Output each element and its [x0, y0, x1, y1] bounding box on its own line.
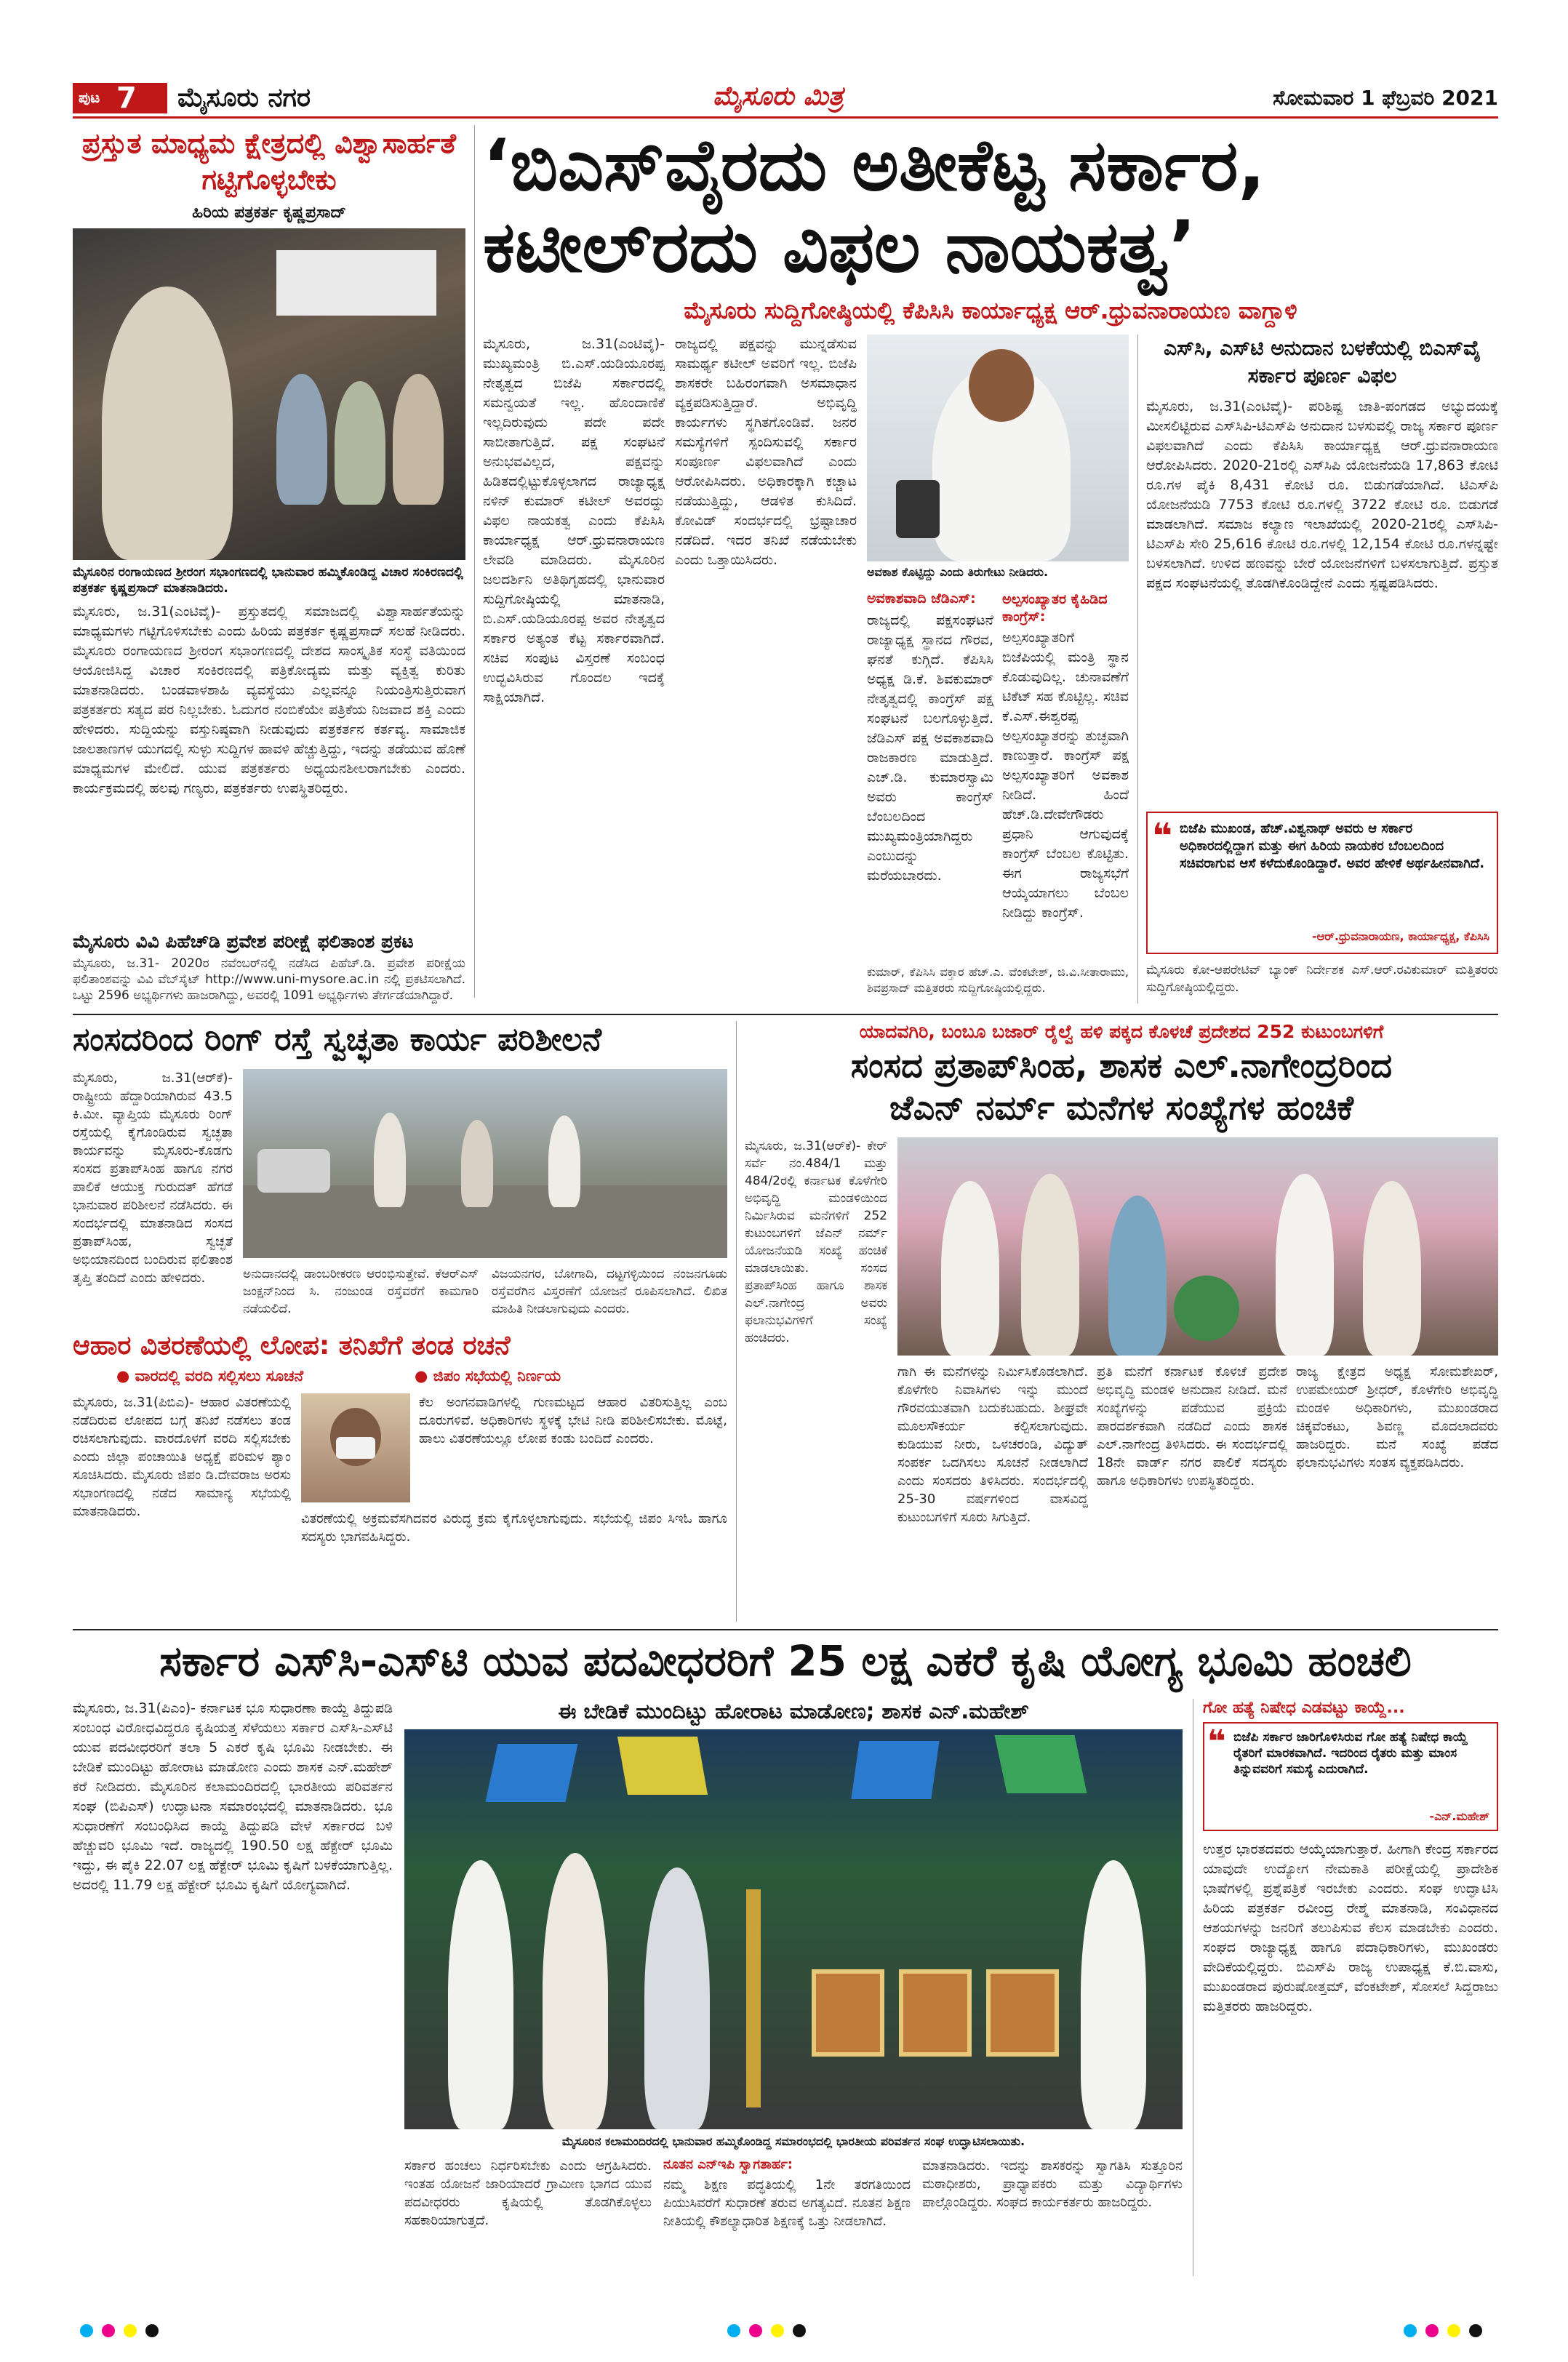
- ringroad-col-b1: ಅನುದಾನದಲ್ಲಿ ಡಾಂಬರೀಕರಣ ಆರಂಭಿಸುತ್ತೇವೆ. ಕೆಆರ್‌ಎಸ್ ಜಂಕ್ಷನ್‌ನಿಂದ ಸಿ. ನಂಜುಂಡ ರಸ್ತೆವರೆಗೆ ಕಾಮಗಾರಿ ನಡೆಯಲಿದೆ.: [243, 1267, 479, 1316]
- lead-col3: ರಾಜ್ಯದಲ್ಲಿ ಪಕ್ಷಸಂಘಟನೆ ರಾಜ್ಯಾಧ್ಯಕ್ಷ ಸ್ಥಾನದ ಗೌರವ, ಘನತೆ ಕುಗ್ಗಿದೆ. ಕೆಪಿಸಿಸಿ ಅಧ್ಯಕ್ಷ ಡಿ.ಕೆ. ಶಿವಕುಮಾರ್ ನೇತೃತ್ವದಲ್ಲಿ ಕಾಂಗ್ರೆಸ್ ಪಕ್ಷ ಸಂಘಟನೆ ಬಲಗೊಳ್ಳುತ್ತಿದೆ. ಜೆಡಿಎಸ್ ಪಕ್ಷ ಅವಕಾಶವಾದಿ ರಾಜಕಾರಣ ಮಾಡುತ್ತಿದೆ. ಎಚ್.ಡಿ. ಕುಮಾರಸ್ವಾಮಿ ಅವರು ಕಾಂಗ್ರೆಸ್ ಬೆಂಬಲದಿಂದ ಮುಖ್ಯಮಂತ್ರಿಯಾಗಿದ್ದರು ಎಂಬುದನ್ನು ಮರೆಯಬಾರದು.: [867, 612, 993, 884]
- houses-photo: [897, 1137, 1498, 1356]
- lead-subhead: ಮೈಸೂರು ಸುದ್ದಿಗೋಷ್ಠಿಯಲ್ಲಿ ಕೆಪಿಸಿಸಿ ಕಾರ್ಯಾಧ್ಯಕ್ಷ ಆರ್.ಧ್ರುವನಾರಾಯಣ ವಾಗ್ದಾಳಿ: [684, 297, 1297, 324]
- land-bottom2: ನಮ್ಮ ಶಿಕ್ಷಣ ಪದ್ಧತಿಯಲ್ಲಿ 1ನೇ ತರಗತಿಯಿಂದ ಪಿಯುಸಿವರೆಗೆ ಸುಧಾರಣೆ ತರುವ ಅಗತ್ಯವಿದೆ. ನೂತನ ಶಿಕ್ಷಣ ನೀತಿಯಲ್ಲಿ ಕೌಶಲ್ಯಾಧಾರಿತ ಶಿಕ್ಷಣಕ್ಕೆ ಒತ್ತು ನೀಡಲಾಗಿದೆ.: [663, 2177, 911, 2229]
- land-headline: ಸರ್ಕಾರ ಎಸ್‌ಸಿ-ಎಸ್‌ಟಿ ಯುವ ಪದವೀಧರರಿಗೆ 25 ಲಕ್ಷ ಎಕರೆ ಕೃಷಿ ಯೋಗ್ಯ ಭೂಮಿ ಹಂಚಲಿ: [159, 1636, 1412, 1686]
- cyan-dot: [80, 2324, 93, 2337]
- person-figure: [1021, 1174, 1079, 1356]
- magenta-dot: [749, 2324, 762, 2337]
- lead-col2: ರಾಜ್ಯದಲ್ಲಿ ಪಕ್ಷವನ್ನು ಮುನ್ನಡೆಸುವ ಸಾಮರ್ಥ್ಯ ಕಟೀಲ್ ಅವರಿಗೆ ಇಲ್ಲ. ಬಿಜೆಪಿ ಶಾಸಕರೇ ಬಹಿರಂಗವಾಗಿ ಅಸಮಾಧಾನ ವ್ಯಕ್ತಪಡಿಸುತ್ತಿದ್ದಾರೆ. ಅಭಿವೃದ್ಧಿ ಕಾರ್ಯಗಳು ಸ್ಥಗಿತಗೊಂಡಿವೆ. ಜನರ ಸಮಸ್ಯೆಗಳಿಗೆ ಸ್ಪಂದಿಸುವಲ್ಲಿ ಸರ್ಕಾರ ಸಂಪೂರ್ಣ ವಿಫಲವಾಗಿದೆ ಎಂದು ಆರೋಪಿಸಿದರು. ಅಧಿಕಾರಕ್ಕಾಗಿ ಕಚ್ಚಾಟ ನಡೆಯುತ್ತಿದ್ದು, ಆಡಳಿತ ಕುಸಿದಿದೆ. ಕೋವಿಡ್ ಸಂದರ್ಭದಲ್ಲಿ ಭ್ರಷ್ಟಾಚಾರ ನಡೆದಿದೆ. ಇದರ ತನಿಖೆ ನಡೆಯಬೇಕು ಎಂದು ಒತ್ತಾಯಿಸಿದರು.: [675, 336, 857, 568]
- houses-headline-2: ಜೆಎನ್ ನರ್ಮ್ ಮನೆಗಳ ಸಂಖ್ಯೆಗಳ ಹಂಚಿಕೆ: [889, 1088, 1353, 1127]
- banner: [276, 250, 436, 316]
- section-rule: [73, 1014, 1498, 1015]
- lamp: [746, 1889, 761, 2107]
- paper-name: ಮೈಸೂರು ಮಿತ್ರ: [713, 81, 844, 111]
- dignitary-figure: [543, 1853, 608, 2129]
- story2: [73, 931, 465, 1004]
- ration-body3: ವಿತರಣೆಯಲ್ಲಿ ಅಕ್ರಮವೆಸಗಿದವರ ವಿರುದ್ಧ ಕ್ರಮ ಕೈಗೊಳ್ಳಲಾಗುವುದು. ಸಭೆಯಲ್ಲಿ ಜಿಪಂ ಸಿಇಓ ಹಾಗೂ ಸದಸ್ಯರು ಭಾಗವಹಿಸಿದ್ದರು.: [301, 1511, 727, 1545]
- ration-sub2: ● ಜಿಪಂ ಸಭೆಯಲ್ಲಿ ನಿರ್ಣಯ: [415, 1367, 561, 1385]
- ration-photo: [301, 1393, 410, 1502]
- portrait-frame: [899, 1969, 972, 2057]
- land-quote-box: [1203, 1722, 1498, 1831]
- ringroad-photo: [243, 1069, 727, 1258]
- person-figure: [941, 1181, 999, 1356]
- story2-body: ಮೈಸೂರು, ಜ.31- 2020ರ ನವೆಂಬರ್‌ನಲ್ಲಿ ನಡೆಸಿದ ಪಿಹೆಚ್.ಡಿ. ಪ್ರವೇಶ ಪರೀಕ್ಷೆಯ ಫಲಿತಾಂಶವನ್ನು ವಿವಿ ವೆಬ್‌ಸೈಟ್ http://www.uni-mysore.ac.in ನಲ್ಲಿ ಪ್ರಕಟಿಸಲಾಗಿದೆ. ಒಟ್ಟು 2596 ಅಭ್ಯರ್ಥಿಗಳು ಹಾಜರಾಗಿದ್ದು, ಅವರಲ್ಲಿ 1091 ಅಭ್ಯರ್ಥಿಗಳು ತೇರ್ಗಡೆಯಾಗಿದ್ದಾರೆ.: [73, 956, 465, 1003]
- land-bottom3: ಮಾತನಾಡಿದರು. ಇದನ್ನು ಶಾಸಕರನ್ನು ಸ್ವಾಗತಿಸಿ ಸುತ್ತೂರಿನ ಮಠಾಧೀಶರು, ಪ್ರಾಧ್ಯಾಪಕರು ಮತ್ತು ವಿದ್ಯಾರ್ಥಿಗಳು ಪಾಲ್ಗೊಂಡಿದ್ದರು. ಸಂಘದ ಕಾರ್ಯಕರ್ತರು ಹಾಜರಿದ್ದರು.: [922, 2158, 1183, 2210]
- black-dot: [1469, 2324, 1482, 2337]
- registration-marks-right: [1404, 2324, 1498, 2339]
- flag: [851, 1741, 939, 1799]
- lead-headline-2: ಕಟೀಲ್‌ರದು ವಿಫಲ ನಾಯಕತ್ವ’: [483, 206, 1196, 289]
- ration-story: [73, 1331, 727, 1622]
- lead-caption: ಅವಕಾಶ ಕೊಟ್ಟಿದ್ದು ಎಂದು ತಿರುಗೇಟು ನೀಡಿದರು.: [867, 565, 1049, 579]
- audience-figure: [393, 374, 444, 505]
- land-story: [73, 1636, 1498, 2276]
- ringroad-story: [73, 1021, 727, 1326]
- section-rule: [73, 1629, 1498, 1630]
- story2-headline: ಮೈಸೂರು ವಿವಿ ಪಿಹೆಚ್‌ಡಿ ಪ್ರವೇಶ ಪರೀಕ್ಷೆ ಫಲಿತಾಂಶ ಪ್ರಕಟ: [73, 931, 414, 952]
- scst-body: ಮೈಸೂರು, ಜ.31(ಎಂಟಿವೈ)- ಪರಿಶಿಷ್ಟ ಜಾತಿ-ಪಂಗಡದ ಅಭ್ಯುದಯಕ್ಕೆ ಮೀಸಲಿಟ್ಟಿರುವ ಎಸ್‌ಸಿಪಿ-ಟಿಎಸ್‌ಪಿ ಅನುದಾನ ಬಳಸುವಲ್ಲಿ ರಾಜ್ಯ ಸರ್ಕಾರ ಪೂರ್ಣ ವಿಫಲವಾಗಿದೆ ಎಂದು ಕೆಪಿಸಿಸಿ ಕಾರ್ಯಾಧ್ಯಕ್ಷ ಆರ್.ಧ್ರುವನಾರಾಯಣ ಆರೋಪಿಸಿದರು. 2020-21ರಲ್ಲಿ ಎಸ್‌ಸಿಪಿ ಯೋಜನೆಯಡಿ 17,863 ಕೋಟಿ ರೂ.ಗಳ ಪೈಕಿ 8,431 ಕೋಟಿ ರೂ. ಬಿಡುಗಡೆಯಾಗಿದೆ. ಟಿಎಸ್‌ಪಿ ಯೋಜನೆಯಡಿ 7753 ಕೋಟಿ ರೂ.ಗಳಲ್ಲಿ 3722 ಕೋಟಿ ರೂ. ಬಿಡುಗಡೆ ಮಾಡಲಾಗಿದೆ. ಸಮಾಜ ಕಲ್ಯಾಣ ಇಲಾಖೆಯಲ್ಲಿ 2020-21ರಲ್ಲಿ ಎಸ್‌ಸಿಪಿ-ಟಿಎಸ್‌ಪಿ ಸೇರಿ 25,616 ಕೋಟಿ ರೂ.ಗಳಲ್ಲಿ 12,154 ಕೋಟಿ ರೂ.ಗಳನ್ನಷ್ಟೇ ಬಳಸಲಾಗಿದೆ. ಉಳಿದ ಹಣವನ್ನು ಬೇರೆ ಯೋಜನೆಗಳಿಗೆ ಬಳಸಲಾಗುತ್ತಿದೆ. ಪ್ರಸ್ತುತ ಪಕ್ಷದ ಸಂಘಟನೆಯಲ್ಲಿ ತೊಡಗಿಕೊಂಡಿದ್ದೇನೆ ಎಂದು ಸ್ಪಷ್ಟಪಡಿಸಿದರು.: [1146, 399, 1498, 591]
- person-figure: [461, 1120, 493, 1207]
- person-figure: [374, 1113, 406, 1207]
- registration-marks-center: [727, 2324, 873, 2339]
- person-figure: [1363, 1181, 1421, 1356]
- registration-marks-left: [80, 2324, 225, 2339]
- black-dot: [793, 2324, 806, 2337]
- cyan-dot: [1404, 2324, 1417, 2337]
- microphone: [896, 480, 940, 538]
- houses-body-c: ರಾಜ್ಯ ಕ್ಷೇತ್ರದ ಅಧ್ಯಕ್ಷ ಸೋಮಶೇಖರ್, ಉಪಮೇಯರ್ ಶ್ರೀಧರ್, ಕೊಳೆಗೇರಿ ಅಭಿವೃದ್ಧಿ ಮಂಡಳಿ ಅಧಿಕಾರಿಗಳು, ಮುಖಂಡರಾದ ಚಿಕ್ಕವೆಂಕಟು, ಶಿವಣ್ಣ ಮೊದಲಾದವರು ಹಾಜರಿದ್ದರು. ಮನೆ ಸಂಖ್ಯೆ ಪಡೆದ ಫಲಾನುಭವಿಗಳು ಸಂತಸ ವ್ಯಕ್ತಪಡಿಸಿದರು.: [1296, 1364, 1498, 1470]
- portrait-frame: [986, 1969, 1059, 2057]
- page-number: 7: [116, 81, 137, 115]
- mask: [336, 1437, 375, 1459]
- minority-subhead: ಅಲ್ಪಸಂಖ್ಯಾತರ ಕೈಹಿಡಿದ ಕಾಂಗ್ರೆಸ್:: [1002, 591, 1108, 625]
- pot: [1174, 1276, 1239, 1341]
- scst-headline: ಎಸ್‌ಸಿ, ಎಸ್‌ಟಿ ಅನುದಾನ ಬಳಕೆಯಲ್ಲಿ ಬಿಎಸ್‌ವೈ ಸರ್ಕಾರ ಪೂರ್ಣ ವಿಫಲ: [1164, 336, 1481, 388]
- masthead-rule: [73, 116, 1498, 119]
- column-rule: [474, 125, 475, 998]
- person-figure: [548, 1116, 580, 1207]
- masthead: [73, 81, 1498, 115]
- land-quote-source: -ಎನ್.ಮಹೇಶ್: [1429, 1809, 1489, 1823]
- yellow-dot: [1447, 2324, 1460, 2337]
- audience-figure: [276, 374, 327, 505]
- quote-mark: ❝: [1207, 1724, 1226, 1761]
- ringroad-col-b2: ವಿಜಯನಗರ, ಬೋಗಾದಿ, ದಟ್ಟಗಳ್ಳಿಯಿಂದ ನಂಜನಗೂಡು ರಸ್ತೆವರೆಗಿನ ವಿಸ್ತರಣೆಗೆ ಯೋಜನೆ ರೂಪಿಸಲಾಗಿದೆ. ಲಿಖಿತ ಮಾಹಿತಿ ನೀಡಲಾಗುವುದು ಎಂದರು.: [492, 1267, 727, 1316]
- audience-figure: [335, 381, 385, 505]
- story1-caption: ಮೈಸೂರಿನ ರಂಗಾಯಣದ ಶ್ರೀರಂಗ ಸಭಾಂಗಣದಲ್ಲಿ ಭಾನುವಾರ ಹಮ್ಮಿಕೊಂಡಿದ್ದ ವಿಚಾರ ಸಂಕಿರಣದಲ್ಲಿ ಪತ್ರಕರ್ತ ಕೃಷ್ಣಪ್ರಸಾದ್ ಮಾತನಾಡಿದರು.: [73, 565, 463, 596]
- houses-story: [745, 1021, 1498, 1622]
- leader-face: [969, 349, 1034, 422]
- flag: [485, 1744, 577, 1802]
- lead-photo: [867, 335, 1129, 561]
- magenta-dot: [1425, 2324, 1439, 2337]
- dignitary-figure: [448, 1860, 513, 2129]
- houses-headline-1: ಸಂಸದ ಪ್ರತಾಪ್‌ಸಿಂಹ, ಶಾಸಕ ಎಲ್.ನಾಗೇಂದ್ರರಿಂದ: [850, 1046, 1393, 1085]
- land-quote: ಬಿಜೆಪಿ ಸರ್ಕಾರ ಜಾರಿಗೊಳಿಸಿರುವ ಗೋ ಹತ್ಯೆ ನಿಷೇಧ ಕಾಯ್ದೆ ರೈತರಿಗೆ ಮಾರಕವಾಗಿದೆ. ಇದರಿಂದ ರೈತರು ಮತ್ತು ಮಾಂಸ ತಿನ್ನುವವರಿಗೆ ಸಮಸ್ಯೆ ಎದುರಾಗಿದೆ.: [1233, 1730, 1468, 1777]
- ringroad-headline: ಸಂಸದರಿಂದ ರಿಂಗ್ ರಸ್ತೆ ಸ್ವಚ್ಛತಾ ಕಾರ್ಯ ಪರಿಶೀಲನೆ: [73, 1021, 602, 1058]
- lead-footer-text: ಕುಮಾರ್, ಕೆಪಿಸಿಸಿ ವಕ್ತಾರ ಹೆಚ್.ಎ. ವೆಂಕಟೇಶ್, ಜಿ.ವಿ.ಸೀತಾರಾಮು, ಶಿವಪ್ರಸಾದ್ ಮತ್ತಿತರರು ಸುದ್ದಿಗೋಷ್ಠಿಯಲ್ಲಿದ್ದರು.: [867, 965, 1129, 995]
- lead-col1: ಮೈಸೂರು, ಜ.31(ಎಂಟಿವೈ)- ಮುಖ್ಯಮಂತ್ರಿ ಬಿ.ಎಸ್.ಯಡಿಯೂರಪ್ಪ ನೇತೃತ್ವದ ಬಿಜೆಪಿ ಸರ್ಕಾರದಲ್ಲಿ ಸಮನ್ವಯತೆ ಇಲ್ಲ. ಹೊಂದಾಣಿಕೆ ಇಲ್ಲದಿರುವುದು ಪದೇ ಪದೇ ಸಾಬೀತಾಗುತ್ತಿದೆ. ಪಕ್ಷ ಸಂಘಟನೆ ಅನುಭವವಿಲ್ಲದ, ಪಕ್ಷವನ್ನು ಹಿಡಿತದಲ್ಲಿಟ್ಟುಕೊಳ್ಳಲಾಗದ ರಾಜ್ಯಾಧ್ಯಕ್ಷ ನಳಿನ್ ಕುಮಾರ್ ಕಟೀಲ್ ಅವರದ್ದು ವಿಫಲ ನಾಯಕತ್ವ ಎಂದು ಕೆಪಿಸಿಸಿ ಕಾರ್ಯಾಧ್ಯಕ್ಷ ಆರ್.ಧ್ರುವನಾರಾಯಣ ಲೇವಡಿ ಮಾಡಿದರು. ಮೈಸೂರಿನ ಜಲದರ್ಶಿನಿ ಅತಿಥಿಗೃಹದಲ್ಲಿ ಭಾನುವಾರ ಸುದ್ದಿಗೋಷ್ಠಿಯಲ್ಲಿ ಮಾತನಾಡಿ, ಬಿ.ಎಸ್.ಯಡಿಯೂರಪ್ಪ ಅವರ ನೇತೃತ್ವದ ಸರ್ಕಾರ ಅತ್ಯಂತ ಕೆಟ್ಟ ಸರ್ಕಾರವಾಗಿದೆ. ಸಚಿವ ಸಂಪುಟ ವಿಸ್ತರಣೆ ಸಂಬಂಧ ಉದ್ಭವಿಸಿರುವ ಗೊಂದಲ ಇದಕ್ಕೆ ಸಾಕ್ಷಿಯಾಗಿದೆ.: [483, 336, 665, 705]
- scst-quote-box: [1146, 812, 1498, 954]
- dignitary-figure: [644, 1867, 710, 2129]
- land-subhead: ಈ ಬೇಡಿಕೆ ಮುಂದಿಟ್ಟು ಹೋರಾಟ ಮಾಡೋಣ; ಶಾಸಕ ಎನ್.ಮಹೇಶ್: [558, 1699, 1029, 1724]
- land-quote-head: ಗೋ ಹತ್ಯೆ ನಿಷೇಧ ಎಡವಟ್ಟು ಕಾಯ್ದೆ...: [1203, 1699, 1405, 1717]
- story1-photo: [73, 228, 465, 560]
- scst-quote: ಬಿಜೆಪಿ ಮುಖಂಡ, ಹೆಚ್.ವಿಶ್ವನಾಥ್ ಅವರು ಆ ಸರ್ಕಾರ ಅಧಿಕಾರದಲ್ಲಿದ್ದಾಗ ಮತ್ತು ಈಗ ಹಿರಿಯ ನಾಯಕರ ಬೆಂಬಲದಿಂದ ಸಚಿವರಾಗುವ ಆಸೆ ಕಳೆದುಕೊಂಡಿದ್ದಾರೆ. ಅವರ ಹೇಳಿಕೆ ಅರ್ಥಹೀನವಾಗಿದೆ.: [1180, 821, 1485, 871]
- story1-headline: ಪ್ರಸ್ತುತ ಮಾಧ್ಯಮ ಕ್ಷೇತ್ರದಲ್ಲಿ ವಿಶ್ವಾಸಾರ್ಹತೆ ಗಟ್ಟಿಗೊಳ್ಳಬೇಕು: [81, 127, 457, 196]
- portrait-frame: [812, 1969, 884, 2057]
- land-photo: [404, 1729, 1183, 2129]
- vehicle: [257, 1149, 330, 1193]
- flag: [994, 1735, 1087, 1793]
- ration-sub1: ● ವಾರದಲ್ಲಿ ವರದಿ ಸಲ್ಲಿಸಲು ಸೂಚನೆ: [116, 1367, 304, 1385]
- column-rule: [1137, 335, 1138, 1004]
- lead-headline-1: ‘ಬಿಎಸ್‌ವೈರದು ಅತೀಕೆಟ್ಟ ಸರ್ಕಾರ,: [483, 124, 1265, 207]
- story1-subhead: ಹಿರಿಯ ಪತ್ರಕರ್ತ ಕೃಷ್ಣಪ್ರಸಾದ್: [192, 204, 346, 222]
- section-title: ಮೈಸೂರು ನಗರ: [177, 83, 311, 113]
- lead-col4: ಅಲ್ಪಸಂಖ್ಯಾತರಿಗೆ ಬಿಜೆಪಿಯಲ್ಲಿ ಮಂತ್ರಿ ಸ್ಥಾನ ಕೊಡುವುದಿಲ್ಲ. ಚುನಾವಣೆಗೆ ಟಿಕೆಟ್ ಸಹ ಕೊಟ್ಟಿಲ್ಲ. ಸಚಿವ ಕೆ.ಎಸ್.ಈಶ್ವರಪ್ಪ ಅಲ್ಪಸಂಖ್ಯಾತರನ್ನು ತುಚ್ಛವಾಗಿ ಕಾಣುತ್ತಾರೆ. ಕಾಂಗ್ರೆಸ್ ಪಕ್ಷ ಅಲ್ಪಸಂಖ್ಯಾತರಿಗೆ ಅವಕಾಶ ನೀಡಿದೆ. ಹಿಂದೆ ಹೆಚ್.ಡಿ.ದೇವೇಗೌಡರು ಪ್ರಧಾನಿ ಆಗುವುದಕ್ಕೆ ಕಾಂಗ್ರೆಸ್ ಬೆಂಬಲ ಕೊಟ್ಟಿತು. ಈಗ ರಾಜ್ಯಸಭೆಗೆ ಆಯ್ಕೆಯಾಗಲು ಬೆಂಬಲ ನೀಡಿದ್ದು ಕಾಂಗ್ರೆಸ್.: [1002, 630, 1129, 921]
- black-dot: [145, 2324, 159, 2337]
- scst-quote-source: -ಆರ್.ಧ್ರುವನಾರಾಯಣ, ಕಾರ್ಯಾಧ್ಯಕ್ಷ, ಕೆಪಿಸಿಸಿ: [1312, 929, 1489, 943]
- land-bottom2-head: ನೂತನ ಎನ್‌ಇಪಿ ಸ್ವಾಗತಾರ್ಹ:: [663, 2157, 793, 2172]
- story1: [73, 125, 465, 925]
- houses-body-left: ಮೈಸೂರು, ಜ.31(ಆರ್‌ಕೆ)- ಕೇರ್ ಸರ್ವೆ ನಂ.484/1 ಮತ್ತು 484/2ರಲ್ಲಿ ಕರ್ನಾಟಕ ಕೊಳೆಗೇರಿ ಅಭಿವೃದ್ಧಿ ಮಂಡಳಿಯಿಂದ ನಿರ್ಮಿಸಿರುವ ಮನೆಗಳಿಗೆ 252 ಕುಟುಂಬಗಳಿಗೆ ಜೆಎನ್ ನರ್ಮ್ ಯೋಜನೆಯಡಿ ಸಂಖ್ಯೆ ಹಂಚಿಕೆ ಮಾಡಲಾಯಿತು. ಸಂಸದ ಪ್ರತಾಪ್‌ಸಿಂಹ ಹಾಗೂ ಶಾಸಕ ಎಲ್.ನಾಗೇಂದ್ರ ಅವರು ಫಲಾನುಭವಿಗಳಿಗೆ ಸಂಖ್ಯೆ ಹಂಚಿದರು.: [745, 1139, 887, 1345]
- dignitary-figure: [1081, 1860, 1146, 2129]
- ration-body2: ಕೆಲ ಅಂಗನವಾಡಿಗಳಲ್ಲಿ ಗುಣಮಟ್ಟದ ಆಹಾರ ವಿತರಿಸುತ್ತಿಲ್ಲ ಎಂಬ ದೂರುಗಳಿವೆ. ಅಧಿಕಾರಿಗಳು ಸ್ಥಳಕ್ಕೆ ಭೇಟಿ ನೀಡಿ ಪರಿಶೀಲಿಸಬೇಕು. ಮೊಟ್ಟೆ, ಹಾಲು ವಿತರಣೆಯಲ್ಲೂ ಲೋಪ ಕಂಡು ಬಂದಿದೆ ಎಂದರು.: [419, 1395, 727, 1446]
- ration-headline: ಆಹಾರ ವಿತರಣೆಯಲ್ಲಿ ಲೋಪ: ತನಿಖೆಗೆ ತಂಡ ರಚನೆ: [73, 1331, 511, 1361]
- ringroad-side: ಮೈಸೂರು, ಜ.31(ಆರ್‌ಕೆ)- ರಾಷ್ಟ್ರೀಯ ಹೆದ್ದಾರಿಯಾಗಿರುವ 43.5 ಕಿ.ಮೀ. ವ್ಯಾಪ್ತಿಯ ಮೈಸೂರು ರಿಂಗ್ ರಸ್ತೆಯಲ್ಲಿ ಕೈಗೊಂಡಿರುವ ಸ್ವಚ್ಛತಾ ಕಾರ್ಯವನ್ನು ಮೈಸೂರು-ಕೊಡಗು ಸಂಸದ ಪ್ರತಾಪ್‌ಸಿಂಹ ಹಾಗೂ ನಗರ ಪಾಲಿಕೆ ಆಯುಕ್ತ ಗುರುದತ್ ಹೆಗಡೆ ಭಾನುವಾರ ಪರಿಶೀಲನೆ ನಡೆಸಿದರು. ಈ ಸಂದರ್ಭದಲ್ಲಿ ಮಾತನಾಡಿದ ಸಂಸದ ಪ್ರತಾಪ್‌ಸಿಂಹ, ಸ್ವಚ್ಛತೆ ಅಭಿಯಾನದಿಂದ ಬಂದಿರುವ ಫಲಿತಾಂಶ ತೃಪ್ತಿ ತಂದಿದೆ ಎಂದು ಹೇಳಿದರು.: [73, 1070, 233, 1286]
- quote-mark: ❝: [1152, 816, 1173, 857]
- magenta-dot: [102, 2324, 115, 2337]
- jds-subhead: ಅವಕಾಶವಾದಿ ಜೆಡಿಎಸ್:: [867, 590, 976, 606]
- flag: [617, 1737, 708, 1795]
- land-col-left: ಮೈಸೂರು, ಜ.31(ಪಿಎಂ)- ಕರ್ನಾಟಕ ಭೂ ಸುಧಾರಣಾ ಕಾಯ್ದೆ ತಿದ್ದುಪಡಿ ಸಂಬಂಧ ವಿರೋಧವಿದ್ದರೂ ಕೃಷಿಯತ್ತ ಸೆಳೆಯಲು ಸರ್ಕಾರ ಎಸ್‌ಸಿ-ಎಸ್‌ಟಿ ಯುವ ಪದವೀಧರರಿಗೆ ತಲಾ 5 ಎಕರೆ ಕೃಷಿ ಭೂಮಿ ನೀಡಬೇಕು. ಈ ಬೇಡಿಕೆ ಮುಂದಿಟ್ಟು ಹೋರಾಟ ಮಾಡೋಣ ಎಂದು ಶಾಸಕ ಎನ್.ಮಹೇಶ್ ಕರೆ ನೀಡಿದರು. ಮೈಸೂರಿನ ಕಲಾಮಂದಿರದಲ್ಲಿ ಭಾರತೀಯ ಪರಿವರ್ತನ ಸಂಘ (ಬಿಪಿಎಸ್) ಉದ್ಘಾಟನಾ ಸಮಾರಂಭದಲ್ಲಿ ಮಾತನಾಡಿದರು. ಭೂ ಸುಧಾರಣೆಗೆ ಸಂಬಂಧಿಸಿದ ಕಾಯ್ದೆ ತಿದ್ದುಪಡಿ ವೇಳೆ ಸರ್ಕಾರದ ಬಳಿ ಹೆಚ್ಚುವರಿ ಭೂಮಿ ಇದೆ. ರಾಜ್ಯದಲ್ಲಿ 190.50 ಲಕ್ಷ ಹೆಕ್ಟೇರ್ ಭೂಮಿ ಇದ್ದು, ಈ ಪೈಕಿ 22.07 ಲಕ್ಷ ಹೆಕ್ಟೇರ್ ಭೂಮಿ ಕೃಷಿಗೆ ಬಳಕೆಯಾಗುತ್ತಿಲ್ಲ. ಅದರಲ್ಲಿ 11.79 ಲಕ್ಷ ಹೆಕ್ಟೇರ್ ಭೂಮಿ ಕೃಷಿಗೆ ಯೋಗ್ಯವಾಗಿದೆ.: [73, 1700, 393, 1893]
- column-rule: [736, 1021, 737, 1622]
- land-bottom1: ಸರ್ಕಾರ ಹಂಚಲು ನಿರ್ಧರಿಸಬೇಕು ಎಂದು ಆಗ್ರಹಿಸಿದರು. ಇಂತಹ ಯೋಜನೆ ಜಾರಿಯಾದರೆ ಗ್ರಾಮೀಣ ಭಾಗದ ಯುವ ಪದವೀಧರರು ಕೃಷಿಯಲ್ಲಿ ತೊಡಗಿಕೊಳ್ಳಲು ಸಹಕಾರಿಯಾಗುತ್ತದೆ.: [404, 2158, 652, 2228]
- yellow-dot: [771, 2324, 784, 2337]
- person-figure: [1108, 1196, 1167, 1356]
- houses-kicker: ಯಾದವಗಿರಿ, ಬಂಬೂ ಬಜಾರ್ ರೈಲ್ವೆ ಹಳಿ ಪಕ್ಕದ ಕೊಳಚೆ ಪ್ರದೇಶದ 252 ಕುಟುಂಬಗಳಿಗೆ: [859, 1021, 1384, 1042]
- cyan-dot: [727, 2324, 740, 2337]
- speaker-figure: [102, 287, 233, 560]
- page-label: ಪುಟ: [79, 89, 100, 106]
- land-caption: ಮೈಸೂರಿನ ಕಲಾಮಂದಿರದಲ್ಲಿ ಭಾನುವಾರ ಹಮ್ಮಿಕೊಂಡಿದ್ದ ಸಮಾರಂಭದಲ್ಲಿ ಭಾರತೀಯ ಪರಿವರ್ತನ ಸಂಘ ಉದ್ಘಾಟಿಸಲಾಯಿತು.: [561, 2134, 1025, 2148]
- scst-story: [1146, 335, 1498, 1004]
- houses-body-a: ಗಾಗಿ ಈ ಮನೆಗಳನ್ನು ನಿರ್ಮಿಸಿಕೊಡಲಾಗಿದೆ. ಕೊಳೆಗೇರಿ ನಿವಾಸಿಗಳು ಇನ್ನು ಮುಂದೆ ಗೌರವಯುತವಾಗಿ ಬದುಕಬಹುದು. ಶೀಘ್ರವೇ ಮೂಲಸೌಕರ್ಯ ಕಲ್ಪಿಸಲಾಗುವುದು. ಕುಡಿಯುವ ನೀರು, ಒಳಚರಂಡಿ, ವಿದ್ಯುತ್ ಸಂಪರ್ಕ ಒದಗಿಸಲು ಸೂಚನೆ ನೀಡಲಾಗಿದೆ ಎಂದು ಸಂಸದರು ತಿಳಿಸಿದರು. ಸಂದರ್ಭದಲ್ಲಿ 25-30 ವರ್ಷಗಳಿಂದ ವಾಸವಿದ್ದ ಕುಟುಂಬಗಳಿಗೆ ಸೂರು ಸಿಗುತ್ತಿದೆ.: [897, 1364, 1088, 1525]
- person-figure: [1276, 1174, 1334, 1356]
- page-number-badge: [73, 83, 167, 113]
- yellow-dot: [124, 2324, 137, 2337]
- story1-body: ಮೈಸೂರು, ಜ.31(ಎಂಟಿವೈ)- ಪ್ರಸ್ತುತದಲ್ಲಿ ಸಮಾಜದಲ್ಲಿ ವಿಶ್ವಾಸಾರ್ಹತೆಯನ್ನು ಮಾಧ್ಯಮಗಳು ಗಟ್ಟಿಗೊಳಿಸಬೇಕು ಎಂದು ಹಿರಿಯ ಪತ್ರಕರ್ತ ಕೃಷ್ಣಪ್ರಸಾದ್ ಸಲಹೆ ನೀಡಿದರು. ಮೈಸೂರು ರಂಗಾಯಣದ ಶ್ರೀರಂಗ ಸಭಾಂಗಣದಲ್ಲಿ ದೇಶದ ಸಾಂಸ್ಕೃತಿಕ ಸಂಸ್ಥೆ ವತಿಯಿಂದ ಆಯೋಜಿಸಿದ್ದ ವಿಚಾರ ಸಂಕಿರಣದಲ್ಲಿ ಪತ್ರಿಕೋದ್ಯಮ ಮತ್ತು ವ್ಯಕ್ತಿತ್ವ ಕುರಿತು ಮಾತನಾಡಿದರು. ಬಂಡವಾಳಶಾಹಿ ವ್ಯವಸ್ಥೆಯು ಎಲ್ಲವನ್ನೂ ನಿಯಂತ್ರಿಸುತ್ತಿರುವಾಗ ಪತ್ರಕರ್ತರು ಸತ್ಯದ ಪರ ನಿಲ್ಲಬೇಕು. ಓದುಗರ ನಂಬಿಕೆಯೇ ಪತ್ರಿಕೆಯ ನಿಜವಾದ ಶಕ್ತಿ ಎಂದು ಹೇಳಿದರು. ಸುದ್ದಿಯನ್ನು ವಸ್ತುನಿಷ್ಠವಾಗಿ ನೀಡುವುದು ಪತ್ರಕರ್ತನ ಕರ್ತವ್ಯ. ಸಾಮಾಜಿಕ ಜಾಲತಾಣಗಳ ಯುಗದಲ್ಲಿ ಸುಳ್ಳು ಸುದ್ದಿಗಳ ಹಾವಳಿ ಹೆಚ್ಚುತ್ತಿದ್ದು, ಇದನ್ನು ತಡೆಯುವ ಹೊಣೆ ಮಾಧ್ಯಮಗಳ ಮೇಲಿದೆ. ಯುವ ಪತ್ರಕರ್ತರು ಅಧ್ಯಯನಶೀಲರಾಗಬೇಕು ಎಂದರು. ಕಾರ್ಯಕ್ರಮದಲ್ಲಿ ಹಲವು ಗಣ್ಯರು, ಪತ್ರಕರ್ತರು ಉಪಸ್ಥಿತರಿದ್ದರು.: [73, 604, 465, 796]
- houses-body-b: ಪ್ರತಿ ಮನೆಗೆ ಕರ್ನಾಟಕ ಕೊಳಚೆ ಪ್ರದೇಶ ಅಭಿವೃದ್ಧಿ ಮಂಡಳಿ ಅನುದಾನ ನೀಡಿದೆ. ಮನೆ ಸಂಖ್ಯೆಗಳನ್ನು ಪಡೆಯುವ ಪ್ರಕ್ರಿಯೆ ಪಾರದರ್ಶಕವಾಗಿ ನಡೆದಿದೆ ಎಂದು ಶಾಸಕ ಎಲ್.ನಾಗೇಂದ್ರ ತಿಳಿಸಿದರು. ಈ ಸಂದರ್ಭದಲ್ಲಿ 18ನೇ ವಾರ್ಡ್ ನಗರ ಪಾಲಿಕೆ ಸದಸ್ಯರು ಹಾಗೂ ಅಧಿಕಾರಿಗಳು ಉಪಸ್ಥಿತರಿದ್ದರು.: [1097, 1364, 1287, 1489]
- scst-tail: ಮೈಸೂರು ಕೋ-ಆಪರೇಟಿವ್ ಬ್ಯಾಂಕ್ ನಿರ್ದೇಶಕ ಎಸ್.ಆರ್.ರವಿಕುಮಾರ್ ಮತ್ತಿತರರು ಸುದ್ದಿಗೋಷ್ಠಿಯಲ್ಲಿದ್ದರು.: [1146, 963, 1498, 995]
- land-col-right: ಉತ್ತರ ಭಾರತದವರು ಆಯ್ಕೆಯಾಗುತ್ತಾರೆ. ಹೀಗಾಗಿ ಕೇಂದ್ರ ಸರ್ಕಾರದ ಯಾವುದೇ ಉದ್ಯೋಗ ನೇಮಕಾತಿ ಪರೀಕ್ಷೆಯಲ್ಲಿ ಪ್ರಾದೇಶಿಕ ಭಾಷೆಗಳಲ್ಲಿ ಪ್ರಶ್ನೆಪತ್ರಿಕೆ ಇರಬೇಕು ಎಂದರು. ಸಂಘ ಉದ್ಘಾಟಿಸಿ ಹಿರಿಯ ಪತ್ರಕರ್ತ ರವೀಂದ್ರ ರೇಶ್ಮೆ ಮಾತನಾಡಿ, ಸಂವಿಧಾನದ ಆಶಯಗಳನ್ನು ಜನರಿಗೆ ತಲುಪಿಸುವ ಕೆಲಸ ಮಾಡಬೇಕು ಎಂದರು. ಸಂಘದ ರಾಜ್ಯಾಧ್ಯಕ್ಷ ಹಾಗೂ ಪದಾಧಿಕಾರಿಗಳು, ಮುಖಂಡರು ವೇದಿಕೆಯಲ್ಲಿದ್ದರು. ಬಿಎಸ್‌ಪಿ ರಾಜ್ಯ ಉಪಾಧ್ಯಕ್ಷ ಕೆ.ಬಿ.ವಾಸು, ಮುಖಂಡರಾದ ಪುರುಷೋತ್ತಮ್, ವೆಂಕಟೇಶ್, ಸೋಸಲೆ ಸಿದ್ದರಾಜು ಮತ್ತಿತರರು ಹಾಜರಿದ್ದರು.: [1203, 1841, 1498, 2014]
- issue-date: ಸೋಮವಾರ 1 ಫೆಬ್ರವರಿ 2021: [1273, 86, 1498, 110]
- lead-story: [483, 125, 1498, 1005]
- ration-body1: ಮೈಸೂರು, ಜ.31(ಪಿಬಿಎ)- ಆಹಾರ ವಿತರಣೆಯಲ್ಲಿ ನಡೆದಿರುವ ಲೋಪದ ಬಗ್ಗೆ ತನಿಖೆ ನಡೆಸಲು ತಂಡ ರಚಿಸಲಾಗುವುದು. ವಾರದೊಳಗೆ ವರದಿ ಸಲ್ಲಿಸಬೇಕು ಎಂದು ಜಿಲ್ಲಾ ಪಂಚಾಯಿತಿ ಅಧ್ಯಕ್ಷೆ ಪರಿಮಳ ಶ್ಯಾಂ ಸೂಚಿಸಿದರು. ಮೈಸೂರು ಜಿಪಂ ಡಿ.ದೇವರಾಜ ಅರಸು ಸಭಾಂಗಣದಲ್ಲಿ ನಡೆದ ಸಾಮಾನ್ಯ ಸಭೆಯಲ್ಲಿ ಮಾತನಾಡಿದರು.: [73, 1395, 291, 1519]
